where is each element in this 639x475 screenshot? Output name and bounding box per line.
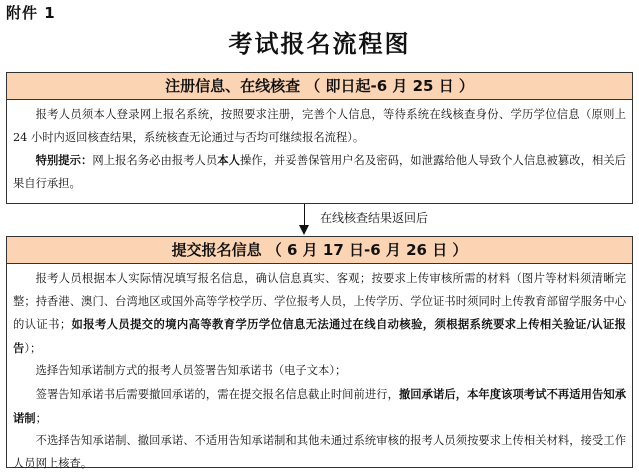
register-paragraph: 报考人员须本人登录网上报名系统，按照要求注册，完善个人信息，等待系统在线核查身份、学历学位信息（原则上 24 小时内返回核查结果，系统核查无论通过与否均可继续报名流程）。: [13, 108, 626, 144]
withdraw-text-b: ；: [35, 411, 47, 425]
attachment-label: 附件 1: [6, 4, 56, 22]
special-notice-text-b: 操作，并妥善保管用户名及密码，如泄露给他人导致个人信息被篡改，相关后果自行承担。: [13, 154, 626, 190]
materials-text-b: ）；: [24, 341, 42, 355]
flow-connector-line: [304, 204, 305, 226]
step-header-submit: 提交报名信息 （ 6 月 17 日-6 月 26 日 ）: [7, 237, 632, 264]
step-box-submit: [6, 236, 633, 468]
special-notice-bold: 本人: [217, 153, 240, 168]
withdraw-text-bold: 撤回承诺后，本年度该项考试不再适用告知承诺制: [13, 386, 626, 425]
step-box-register: [6, 72, 633, 204]
special-notice-label: 特别提示：: [35, 153, 93, 168]
special-notice: [13, 149, 626, 195]
flow-connector-label: 在线核查结果返回后: [320, 211, 429, 225]
withdraw-text-a: 签署告知承诺书后需要撤回承诺的，需在提交报名信息截止时间前进行，: [35, 387, 399, 401]
submit-paragraph-materials: [13, 268, 626, 360]
step-body-submit: [7, 264, 632, 475]
submit-paragraph-review: 不选择告知承诺制、撤回承诺、不适用告知承诺制和其他未通过系统审核的报考人员须按要求上传相关材料，接受工作人员网上核查。: [13, 434, 626, 470]
submit-paragraph-commitment: 选择告知承诺制方式的报考人员签署告知承诺书（电子文本）；: [35, 364, 347, 378]
materials-text-a: 报考人员根据本人实际情况填写报名信息，确认信息真实、客观；按要求上传审核所需的材料（图片等材料须清晰完整；持香港、澳门、台湾地区或国外高等学校学历、学位报考人员，上传学历、学位证书时须同时上传教育部留学服务中心的认证书；: [13, 272, 626, 332]
flow-arrow-down-icon: [299, 225, 309, 235]
special-notice-text-a: 网上报名务必由报考人员: [92, 154, 218, 168]
step-body-register: [7, 100, 632, 195]
page-title: 考试报名流程图: [228, 30, 411, 58]
submit-paragraph-withdraw: [13, 383, 626, 430]
step-header-register: 注册信息、在线核查 （ 即日起-6 月 25 日 ）: [7, 73, 632, 100]
materials-text-bold: 如报考人员提交的境内高等教育学历学位信息无法通过在线自动核验，须根据系统要求上传相关验证/认证报告: [13, 317, 626, 355]
